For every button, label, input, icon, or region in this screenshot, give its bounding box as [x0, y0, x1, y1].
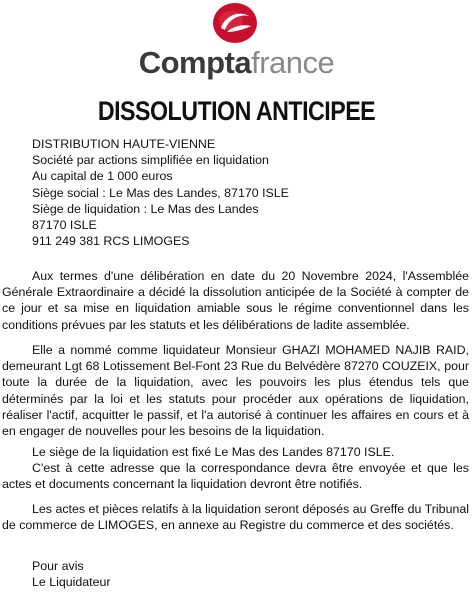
comptafrance-logo-mark-icon [207, 2, 263, 44]
paragraph-text: Elle a nommé comme liquidateur Monsieur GHAZI MOHAMED NAJIB RAID, demeurant Lgt 68 Lotissement Bel-Font 23 Rue du Belvédère 87270 COUZEIX, pour toute la durée de la liquidation, avec les pouvoirs les plus étendus tels que déterminés par la loi et les statuts pour procéder aux opérations de liquidation, réaliser l'actif, acquitter le passif, et l'a autorisé à continuer les affaires en cours et à en engager de nouvelles pour les besoins de la liquidation. [2, 343, 469, 439]
paragraph-text: C'est à cette adresse que la correspondance devra être envoyée et que les actes et documents concernant la liquidation devront être notifiés. [2, 461, 469, 492]
liquidation-office-city: 87170 ISLE [32, 218, 97, 233]
company-header [32, 136, 452, 249]
paragraph-text: Les actes et pièces relatifs à la liquidation seront déposés au Greffe du Tribunal de commerce de LIMOGES, en annexe au Registre du commerce et des sociétés. [2, 502, 469, 533]
liquidation-office: Siège de liquidation : Le Mas des Landes [32, 201, 259, 216]
brand-name-light: france [251, 45, 335, 80]
paragraph-liquidator [2, 342, 469, 439]
company-name: DISTRIBUTION HAUTE-VIENNE [32, 137, 216, 151]
signature-block [32, 558, 111, 590]
company-form: Société par actions simplifiée en liquidation [32, 153, 269, 168]
registered-office: Siège social : Le Mas des Landes, 87170 ISLE [32, 185, 289, 200]
paragraph-filing [2, 501, 469, 533]
paragraph-deliberation [2, 268, 469, 333]
brand-name-bold: Compta [138, 45, 252, 80]
company-capital: Au capital de 1 000 euros [32, 169, 173, 184]
paragraph-text: Aux termes d'une délibération en date du 20 Novembre 2024, l'Assemblée Générale Extraordinaire a décidé la dissolution anticipée de la Société à compter de ce jour et sa mise en liquidation amiable sous le régime conventionnel dans les conditions prévues par les statuts et les délibérations de ladite assemblée. [2, 269, 469, 332]
rcs-number: 911 249 381 RCS LIMOGES [32, 234, 190, 249]
signature-line-1: Pour avis [32, 559, 84, 573]
notice-title: DISSOLUTION ANTICIPEE [97, 96, 376, 126]
paragraph-text: Le siège de la liquidation est fixé Le Mas des Landes 87170 ISLE. [32, 445, 395, 459]
brand-logo [0, 0, 473, 82]
brand-wordmark [0, 46, 473, 80]
paragraph-seat [2, 444, 469, 493]
signature-line-2: Le Liquidateur [32, 575, 111, 590]
